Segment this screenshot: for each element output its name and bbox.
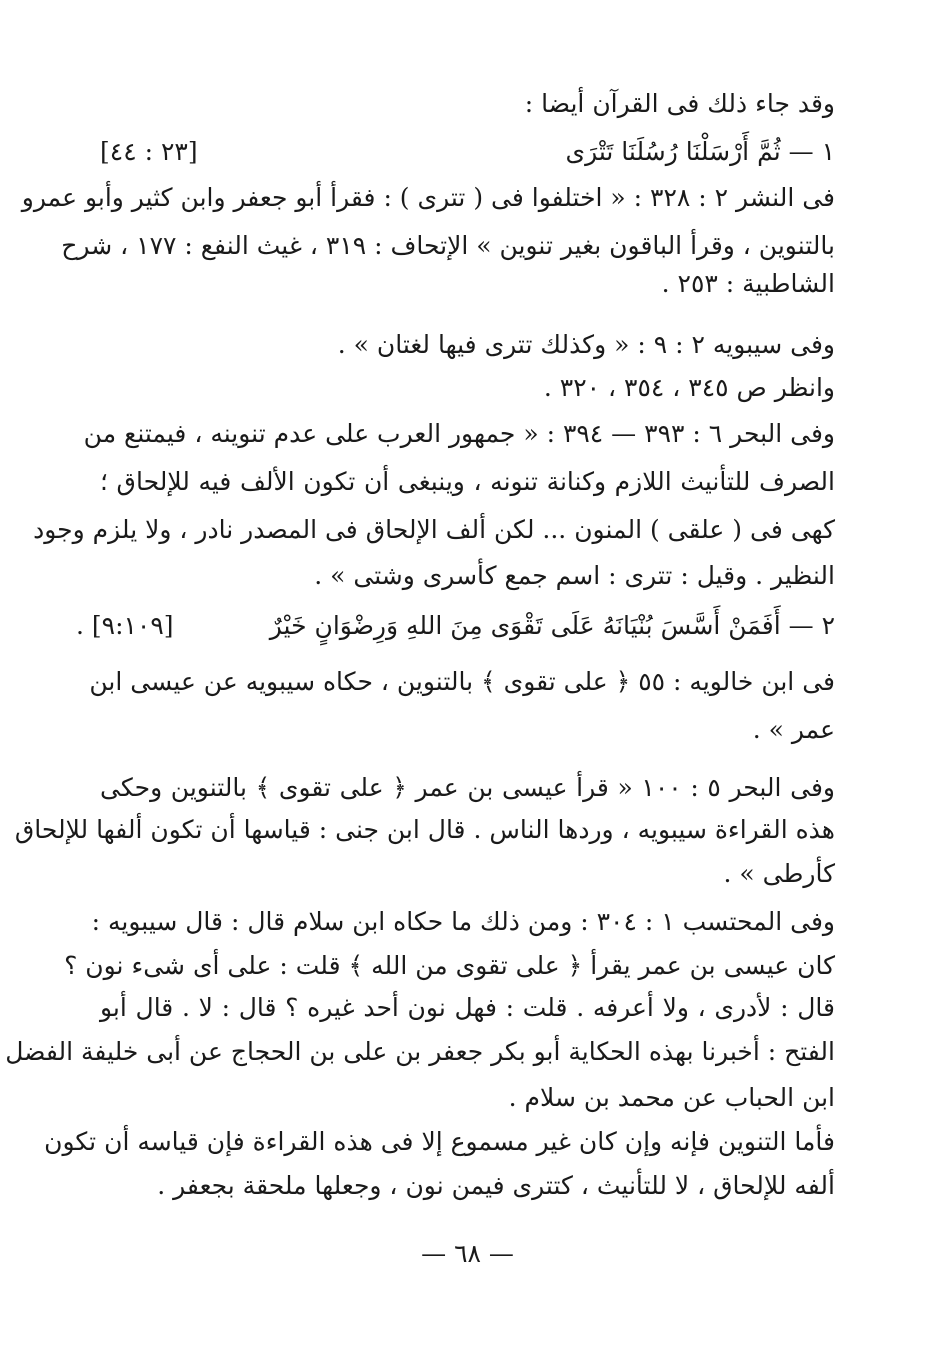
verse-1-reference: [٢٣ : ٤٤] (100, 137, 198, 166)
text-line: كهى فى ( علقى ) المنون ... لكن ألف الإلحاق فى المصدر نادر ، ولا يلزم وجود (33, 515, 835, 544)
text-line: وفى المحتسب ١ : ٣٠٤ : ومن ذلك ما حكاه ابن سلام قال : قال سيبويه : (91, 907, 835, 936)
text-line: الشاطبية : ٢٥٣ . (661, 269, 835, 298)
text-line: الفتح : أخبرنا بهذه الحكاية أبو بكر جعفر بن على بن الحجاج عن أبى خليفة الفضل (5, 1037, 835, 1066)
text-line: وانظر ص ٣٤٥ ، ٣٥٤ ، ٣٢٠ . (543, 373, 835, 402)
text-line: فأما التنوين فإنه وإن كان غير مسموع إلا فى هذه القراءة فإن قياسه أن تكون (44, 1127, 835, 1156)
text-line: كان عيسى بن عمر يقرأ ﴿ على تقوى من الله ﴾ قلت : على أى شىء نون ؟ (64, 951, 835, 980)
text-line: هذه القراءة سيبويه ، وردها الناس . قال ابن جنى : قياسها أن تكون ألفها للإلحاق (14, 815, 835, 844)
text-line: وفى سيبويه ٢ : ٩ : « وكذلك تترى فيها لغتان » . (337, 330, 835, 359)
text-line: كأرطى » . (723, 859, 835, 888)
text-line: النظير . وقيل : تترى : اسم جمع كأسرى وشتى » . (314, 561, 835, 590)
text-line: ابن الحباب عن محمد بن سلام . (508, 1083, 835, 1112)
intro-line: وقد جاء ذلك فى القرآن أيضا : (524, 89, 835, 118)
text-line: وفى البحر ٥ : ١٠٠ « قرأ عيسى بن عمر ﴿ على تقوى ﴾ بالتنوين وحكى (100, 773, 835, 802)
page-number: — ٦٨ — (421, 1239, 514, 1268)
text-line: الصرف للتأنيث اللازم وكنانة تنونه ، وينبغى أن تكون الألف فيه للإلحاق ؛ (100, 467, 835, 496)
text-line: ألفه للإلحاق ، لا للتأنيث ، كتترى فيمن نون ، وجعلها ملحقة بجعفر . (157, 1171, 835, 1200)
text-line: عمر » . (752, 715, 835, 744)
text-line: فى النشر ٢ : ٣٢٨ : « اختلفوا فى ( تترى ) : فقرأ أبو جعفر وابن كثير وأبو عمرو (21, 183, 835, 212)
text-line: فى ابن خالويه : ٥٥ ﴿ على تقوى ﴾ بالتنوين ، حكاه سيبويه عن عيسى ابن (89, 667, 835, 696)
text-line: بالتنوين ، وقرأ الباقون بغير تنوين » الإتحاف : ٣١٩ ، غيث النفع : ١٧٧ ، شرح (61, 231, 835, 260)
text-line: قال : لأدرى ، ولا أعرفه . قلت : فهل نون أحد غيره ؟ قال : لا . قال أبو (100, 993, 835, 1022)
verse-2: ٢ — أَفَمَنْ أَسَّسَ بُنْيَانَهُ عَلَى تَقْوَى مِنَ اللهِ وَرِضْوَانٍ خَيْرٌ (269, 611, 835, 640)
text-line: وفى البحر ٦ : ٣٩٣ — ٣٩٤ : « جمهور العرب على عدم تنوينه ، فيمتنع من (83, 419, 835, 448)
verse-2-reference: [٩:١٠٩] . (76, 611, 174, 640)
verse-1: ١ — ثُمَّ أَرْسَلْنَا رُسُلَنَا تَتْرَى (565, 137, 835, 166)
